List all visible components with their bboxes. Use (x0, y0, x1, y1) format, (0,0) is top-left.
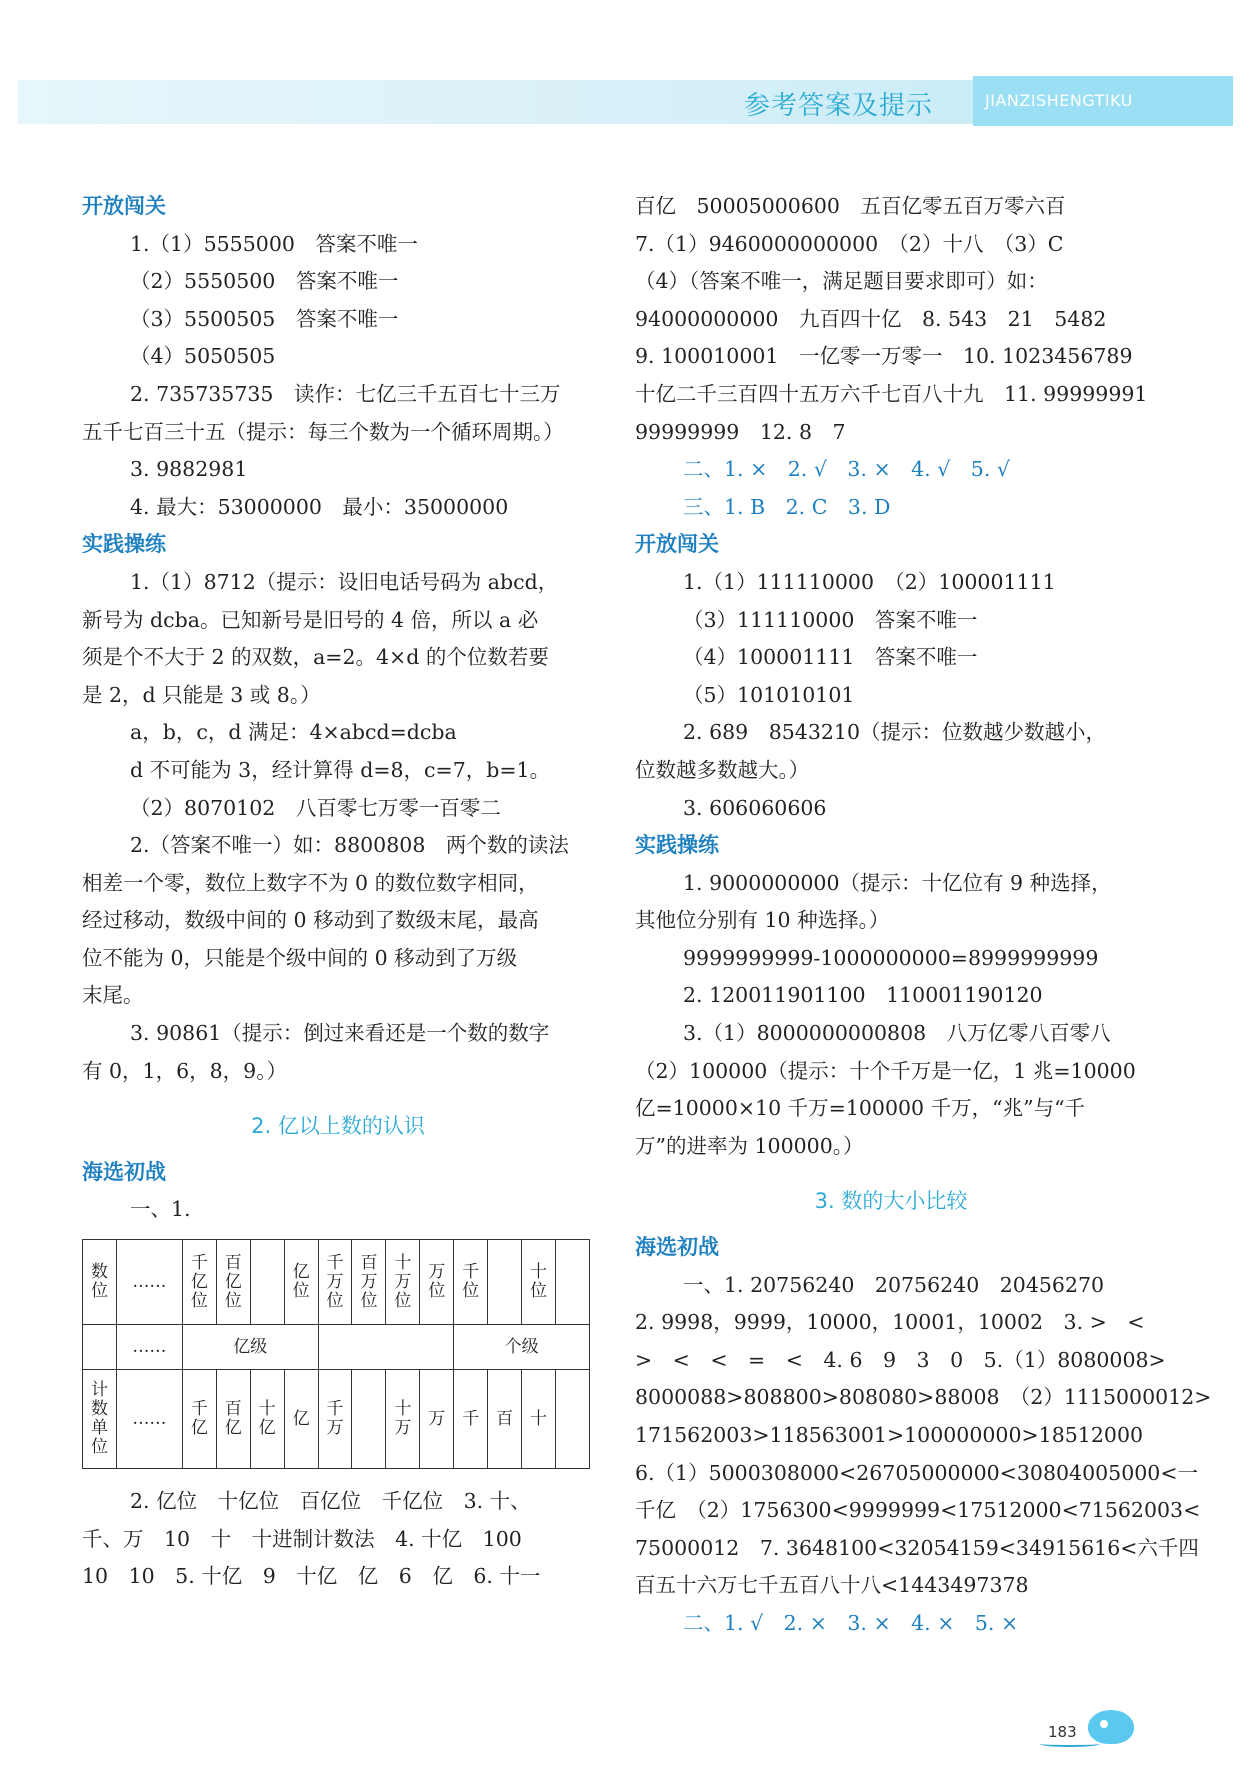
answer-line: 9999999999-1000000000=8999999999 (683, 945, 1099, 970)
answer-line: 亿=10000×10 千万=100000 千万，“兆”与“千 (635, 1096, 1086, 1121)
answer-line: > < < = < 4. 6 9 3 0 5.（1）8080008> (635, 1347, 1166, 1372)
answer-line: 十亿二千三百四十五万六千七百八十九 11. 99999991 (635, 381, 1148, 406)
answer-line: 9. 100010001 一亿零一万零一 10. 1023456789 (635, 344, 1133, 369)
answer-line: 相差一个零，数位上数字不为 0 的数位数字相同， (82, 870, 539, 895)
answer-line: 1. 9000000000（提示：十亿位有 9 种选择， (683, 870, 1112, 895)
section-heading: 开放闯关 (635, 532, 719, 557)
answer-line: 其他位分别有 10 种选择。） (635, 908, 890, 933)
section-heading: 实践操练 (635, 833, 719, 858)
table-cell: 十亿 (250, 1370, 284, 1469)
answer-line: 171562003>118563001>100000000>18512000 (635, 1423, 1144, 1447)
table-cell: 千位 (454, 1240, 488, 1325)
table-cell: 十万位 (386, 1240, 420, 1325)
answer-line: 6.（1）5000308000<26705000000<30804005000<一 (635, 1460, 1198, 1485)
chapter-title: 2. 亿以上数的认识 (251, 1114, 425, 1139)
answer-line: 新号为 dcba。已知新号是旧号的 4 倍，所以 a 必 (82, 607, 539, 632)
answer-line: 二、1. √ 2. × 3. × 4. × 5. × (683, 1610, 1019, 1635)
table-cell: 百亿位 (216, 1240, 250, 1325)
section-heading: 海选初战 (635, 1235, 719, 1260)
answer-line: 须是个不大于 2 的双数，a=2。4×d 的个位数若要 (82, 645, 549, 670)
answer-line: 一、1. (130, 1197, 191, 1222)
answer-line: 有 0，1，6，8，9。） (82, 1058, 287, 1083)
answer-line: 2. 9998，9999，10000，10001，10002 3. > < (635, 1310, 1145, 1335)
table-cell: …… (116, 1240, 182, 1325)
table-cell (250, 1240, 284, 1325)
answer-line: （5）101010101 (683, 682, 855, 707)
answer-line: 经过移动，数级中间的 0 移动到了数级末尾，最高 (82, 908, 539, 933)
table-cell: 亿级 (182, 1325, 318, 1370)
answer-line: 2. 689 8543210（提示：位数越少数越小， (683, 720, 1107, 745)
answer-line: 3. 606060606 (683, 795, 827, 820)
table-cell: 亿位 (284, 1240, 318, 1325)
table-cell: 千万 (318, 1370, 352, 1469)
answer-line: 99999999 12. 8 7 (635, 419, 846, 444)
chapter-title: 3. 数的大小比较 (814, 1189, 968, 1214)
table-cell: 千万位 (318, 1240, 352, 1325)
section-heading: 开放闯关 (82, 194, 166, 218)
answer-line: 1.（1）8712（提示：设旧电话号码为 abcd， (130, 569, 559, 594)
table-cell: 千 (454, 1370, 488, 1469)
place-value-table (82, 1239, 590, 1469)
answer-line: （3）111110000 答案不唯一 (683, 607, 978, 632)
answer-line: 二、1. × 2. √ 3. × 4. √ 5. √ (683, 457, 1010, 482)
answer-line: 75000012 7. 3648100<32054159<34915616<六千四 (635, 1535, 1199, 1560)
wave-decoration (1040, 1741, 1100, 1747)
header-title: 参考答案及提示 (743, 91, 933, 121)
table-cell (556, 1370, 590, 1469)
answer-line: 8000088>808800>808080>88008 （2）1115000012> (635, 1385, 1212, 1410)
table-cell: 十万 (386, 1370, 420, 1469)
table-cell: 百 (488, 1370, 522, 1469)
table-cell (83, 1325, 117, 1370)
page-number: 183 (1048, 1723, 1077, 1741)
answer-line: 7.（1）9460000000000 （2）十八 （3）C (635, 231, 1064, 256)
answer-line: 末尾。 (82, 983, 144, 1008)
answer-line: d 不可能为 3，经计算得 d=8，c=7，b=1。 (130, 757, 551, 782)
answer-line: 2. 735735735 读作：七亿三千五百七十三万 (130, 381, 561, 406)
table-cell: 千亿位 (182, 1240, 216, 1325)
answer-line: 1.（1）111110000 （2）100001111 (683, 569, 1056, 594)
answer-line: 千亿 （2）1756300<9999999<17512000<71562003< (635, 1498, 1201, 1523)
answer-line: 一、1. 20756240 20756240 20456270 (683, 1272, 1105, 1297)
table-cell: 百万位 (352, 1240, 386, 1325)
answer-line: 千、万 10 十 十进制计数法 4. 十亿 100 (82, 1526, 522, 1551)
table-cell (352, 1370, 386, 1469)
answer-line: 2.（答案不唯一）如：8800808 两个数的读法 (130, 833, 569, 858)
table-cell (556, 1240, 590, 1325)
whale-icon (1088, 1710, 1134, 1744)
answer-line: （4）5050505 (130, 344, 276, 369)
answer-line: （3）5500505 答案不唯一 (130, 306, 399, 331)
answer-line: a，b，c，d 满足：4×abcd=dcba (130, 720, 457, 745)
table-cell: 计数单位 (83, 1370, 117, 1469)
table-cell: 数位 (83, 1240, 117, 1325)
section-heading: 海选初战 (82, 1159, 166, 1184)
answer-line: 4. 最大：53000000 最小：35000000 (130, 494, 509, 519)
table-cell: 亿 (284, 1370, 318, 1469)
answer-line: 百亿 50005000600 五百亿零五百万零六百 (635, 194, 1066, 218)
answer-line: 10 10 5. 十亿 9 十亿 亿 6 亿 6. 十一 (82, 1564, 541, 1589)
answer-line: 位不能为 0，只能是个级中间的 0 移动到了万级 (82, 945, 518, 970)
answer-line: （2）8070102 八百零七万零一百零二 (130, 795, 501, 820)
left-column (82, 188, 594, 1596)
answer-line: 3.（1）8000000000808 八万亿零八百零八 (683, 1021, 1111, 1046)
answer-line: 3. 90861（提示：倒过来看还是一个数的数字 (130, 1021, 550, 1046)
answer-line: 三、1. B 2. C 3. D (683, 494, 891, 519)
section-heading: 实践操练 (82, 532, 166, 557)
answer-line: 94000000000 九百四十亿 8. 543 21 5482 (635, 306, 1107, 331)
answer-line: 百五十六万七千五百八十八<1443497378 (635, 1573, 1029, 1598)
table-cell: …… (116, 1370, 182, 1469)
table-cell (318, 1325, 454, 1370)
header-band (18, 80, 1233, 124)
table-cell: 个级 (454, 1325, 590, 1370)
answer-line: 2. 120011901100 110001190120 (683, 983, 1043, 1008)
table-cell: …… (116, 1325, 182, 1370)
table-cell: 千亿 (182, 1370, 216, 1469)
table-cell: 万位 (420, 1240, 454, 1325)
header-code: JIANZISHENGTIKU (973, 76, 1233, 126)
answer-line: （2）5550500 答案不唯一 (130, 269, 399, 294)
table-cell (488, 1240, 522, 1325)
right-column (635, 188, 1212, 1643)
answer-line: （4）100001111 答案不唯一 (683, 645, 978, 670)
table-cell: 万 (420, 1370, 454, 1469)
answer-line: （4）（答案不唯一，满足题目要求即可）如： (635, 269, 1048, 294)
table-cell: 十位 (522, 1240, 556, 1325)
answer-line: 万”的进率为 100000。） (635, 1133, 864, 1158)
answer-line: 1.（1）5555000 答案不唯一 (130, 231, 418, 256)
answer-line: 是 2，d 只能是 3 或 8。） (82, 682, 321, 707)
table-cell: 百亿 (216, 1370, 250, 1469)
answer-line: 3. 9882981 (130, 457, 248, 482)
answer-line: 位数越多数越大。） (635, 757, 810, 782)
answer-line: （2）100000（提示：十个千万是一亿，1 兆=10000 (635, 1058, 1136, 1083)
answer-line: 2. 亿位 十亿位 百亿位 千亿位 3. 十、 (130, 1489, 531, 1514)
table-cell: 十 (522, 1370, 556, 1469)
answer-line: 五千七百三十五（提示：每三个数为一个循环周期。） (82, 419, 564, 444)
